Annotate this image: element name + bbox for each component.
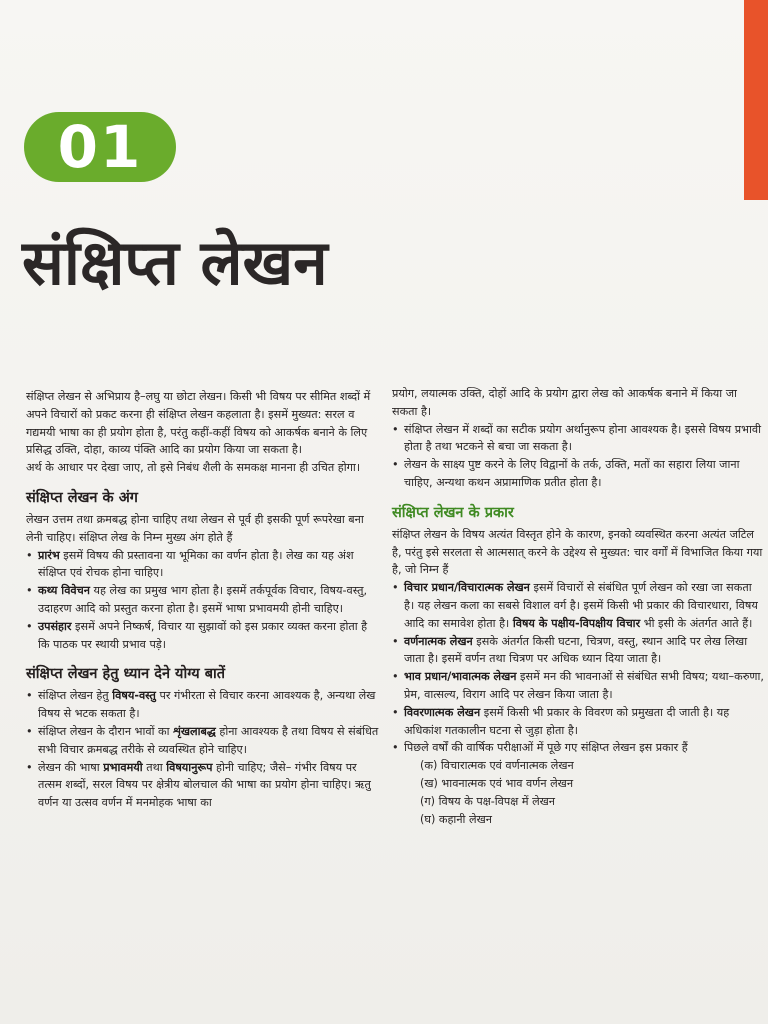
list-item [26,618,382,654]
item-text: भी इसी के अंतर्गत आते हैं। [640,616,753,630]
list-item [26,582,382,618]
list-item [392,704,764,740]
left-column [26,388,382,812]
list-item: (क) विचारात्मक एवं वर्णनात्मक लेखन [420,759,574,773]
list-item [26,547,382,583]
tips-list [26,687,382,812]
list-item: (ग) विषय के पक्ष-विपक्ष में लेखन [420,794,556,808]
bullet-icon: • [392,634,399,648]
list-item [392,456,764,492]
bullet-icon: • [392,458,399,472]
list-item [392,668,764,704]
exam-note: पिछले वर्षों की वार्षिक परीक्षाओं में पूछे गए संक्षिप्त लेखन इस प्रकार हैं [404,741,688,755]
list-item [26,759,382,812]
item-text: इसमें किसी भी प्रकार के विवरण को प्रमुखता दी जाती है। यह अधिकांश गतकालीन घटना से जुड़ा होता है। [404,705,730,737]
intro-paragraph: संक्षिप्त लेखन से अभिप्राय है–लघु या छोटा लेखन। किसी भी विषय पर सीमित शब्दों में अपने विचारों को प्रकट करना ही संक्षिप्त लेखन कहलाता है। इसमें मुख्यत: सरल व गद्यमयी भाषा का ही प्रयोग होता है, परंतु कहीं-कहीं विषय को आकर्षक बनाने के लिए प्रसिद्ध उक्ति, दोहा, काव्य पंक्ति आदि का प्रयोग किया जा सकता है। [26,390,371,457]
bullet-icon: • [392,581,399,595]
item-term: विषयानुरूप [166,760,213,774]
list-item [26,723,382,759]
chapter-number: 01 [57,113,143,181]
extra-tips-list [392,421,764,492]
item-text: इसमें विचारों से संबंधित पूर्ण लेखन को रखा जा सकता है। यह लेखन कला का सबसे विशाल वर्ग है। इसमें किसी भी प्रकार की विचारधारा, विषय आदि का समावेश होता है। [404,581,758,630]
list-item: (ख) भावनात्मक एवं भाव वर्णन लेखन [420,776,574,790]
item-text: इसमें विषय की प्रस्तावना या भूमिका का वर्णन होता है। लेख का यह अंश संक्षिप्त एवं रोचक होना चाहिए। [38,548,354,580]
list-item: (घ) कहानी लेखन [420,812,492,826]
item-term: विवरणात्मक लेखन [404,705,481,719]
item-text: यह लेख का प्रमुख भाग होता है। इसमें तर्कपूर्वक विचार, विषय-वस्तु, उदाहरण आदि को प्रस्तुत करना होता है। इसमें भाषा प्रभावमयी होनी चाहिए। [38,584,368,615]
item-text: इसमें अपने निष्कर्ष, विचार या सुझावों को इस प्रकार व्यक्त करना होता है कि पाठक पर स्थायी प्रभाव पड़े। [38,619,368,651]
item-text: संक्षिप्त लेखन में शब्दों का सटीक प्रयोग अर्थानुरूप होना आवश्यक है। इससे विषय प्रभावी होता है तथा भटकने से बचा जा सकता है। [404,422,761,454]
item-term: भाव प्रधान/भावात्मक लेखन [404,670,517,684]
item-text: होनी चाहिए; जैसे– गंभीर विषय पर तत्सम शब्दों, सरल विषय पर क्षेत्रीय बोलचाल की भाषा का प्रयोग होना चाहिए। ऋतु वर्णन या उत्सव वर्णन में मनमोहक भाषा का [38,760,371,810]
chapter-badge [24,112,176,182]
item-text: इसके अंतर्गत किसी घटना, चित्रण, वस्तु, स्थान आदि पर लेख लिखा जाता है। इसमें वर्णन तथा चित्रण पर अधिक ध्यान दिया जाता है। [404,634,748,666]
item-text: पर गंभीरता से विचार करना आवश्यक है, अन्यथा लेख विषय से भटक सकता है। [38,689,376,721]
item-text: संक्षिप्त लेखन हेतु [38,689,113,703]
right-column [392,385,764,828]
item-term: विषय के पक्षीय-विपक्षीय विचार [512,616,641,630]
bullet-icon: • [26,619,33,633]
bullet-icon: • [392,670,399,684]
page-edge-accent [744,0,768,200]
item-term: विचार प्रधान/विचारात्मक लेखन [404,581,530,595]
section-heading-types: संक्षिप्त लेखन के प्रकार [392,504,514,521]
section-intro: संक्षिप्त लेखन के विषय अत्यंत विस्तृत होने के कारण, इनको व्यवस्थित करना अत्यंत जटिल है, परंतु इसे सरलता से आत्मसात् करने के उद्देश्य से मुख्यत: चार वर्गों में विभाजित किया गया है, जो निम्न हैं [392,527,763,577]
list-item [392,579,764,632]
item-text: इसमें मन की भावनाओं से संबंधित सभी विषय; यथा–करुणा, प्रेम, वात्सल्य, विराग आदि पर लेखन किया जाता है। [404,670,764,701]
bullet-icon: • [392,741,399,755]
item-text: तथा [142,760,167,774]
bullet-icon: • [26,584,33,598]
list-item [392,421,764,457]
section-heading-components: संक्षिप्त लेखन के अंग [26,489,138,506]
item-term: कथ्य विवेचन [38,584,90,598]
chapter-title: संक्षिप्त लेखन [22,226,328,299]
item-term: प्रारंभ [38,548,60,562]
bullet-icon: • [26,689,33,703]
item-text: संक्षिप्त लेखन के दौरान भावों का [38,724,174,738]
item-term: प्रभावमयी [103,760,143,774]
item-term: शृंखलाबद्ध [173,724,216,738]
item-text: लेखन के साक्ष्य पुष्ट करने के लिए विद्वानों के तर्क, उक्ति, मतों का सहारा लिया जाना चाहिए, अन्यथा कथन अप्रामाणिक प्रतीत होता है। [404,458,740,489]
list-item [392,633,764,669]
section-intro: लेखन उत्तम तथा क्रमबद्ध होना चाहिए तथा लेखन से पूर्व ही इसकी पूर्ण रूपरेखा बना लेनी चाहिए। संक्षिप्त लेख के निम्न मुख्य अंग होते हैं [26,512,364,544]
bullet-icon: • [392,705,399,719]
item-term: उपसंहार [38,619,72,633]
bullet-icon: • [26,724,33,738]
exam-topics-list [392,757,764,828]
item-text: लेखन की भाषा [38,760,104,774]
bullet-icon: • [26,548,33,562]
item-term: विषय-वस्तु [112,689,156,703]
bullet-icon: • [392,422,399,436]
list-item [26,687,382,723]
item-text: होना आवश्यक है तथा विषय से संबंधित सभी विचार क्रमबद्ध तरीके से व्यवस्थित होने चाहिए। [38,724,379,756]
types-list [392,579,764,757]
continuation-text: प्रयोग, लयात्मक उक्ति, दोहों आदि के प्रयोग द्वारा लेख को आकर्षक बनाने में किया जा सकता है। [392,387,737,418]
intro-paragraph: अर्थ के आधार पर देखा जाए, तो इसे निबंध शैली के समकक्ष मानना ही उचित होगा। [26,461,361,475]
components-list [26,547,382,654]
item-term: वर्णनात्मक लेखन [404,634,473,648]
section-heading-tips: संक्षिप्त लेखन हेतु ध्यान देने योग्य बातें [26,666,226,683]
bullet-icon: • [26,760,33,774]
list-item [392,739,764,757]
